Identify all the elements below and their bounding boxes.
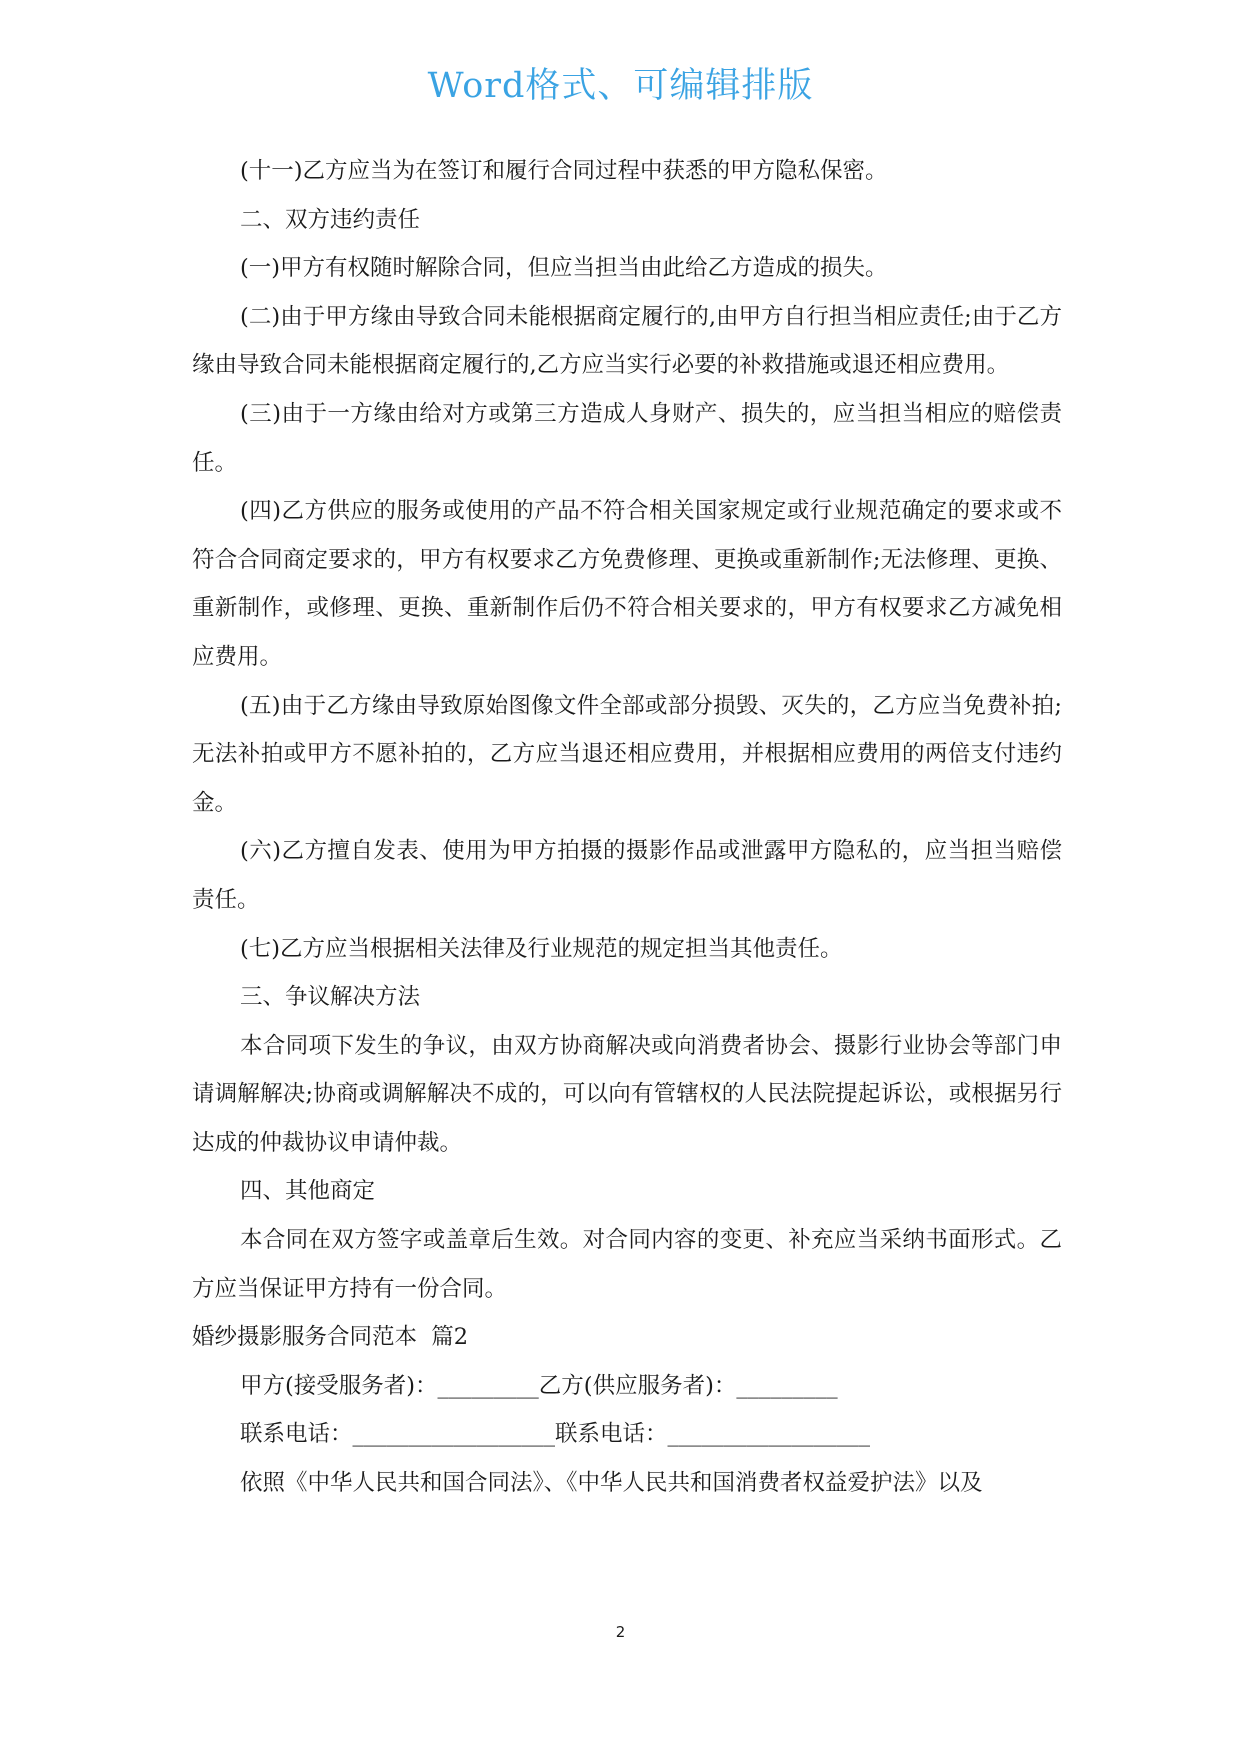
section-heading: 二、双方违约责任 xyxy=(240,206,421,233)
paragraph: (十一)乙方应当为在签订和履行合同过程中获悉的甲方隐私保密。 xyxy=(240,158,888,184)
paragraph: (六)乙方擅自发表、使用为甲方拍摄的摄影作品或泄露甲方隐私的，应当担当赔偿责任。 xyxy=(192,838,1062,913)
party-line: 甲方(接受服务者)：_________乙方(供应服务者)：_________ xyxy=(240,1372,838,1399)
paragraph: (一)甲方有权随时解除合同，但应当担当由此给乙方造成的损失。 xyxy=(240,255,888,282)
document-body xyxy=(192,147,1062,1508)
paragraph: 依照《中华人民共和国合同法》、《中华人民共和国消费者权益爱护法》以及 xyxy=(240,1470,983,1497)
paragraph: (五)由于乙方缘由导致原始图像文件全部或部分损毁、灭失的，乙方应当免费补拍;无法补拍或甲方不愿补拍的，乙方应当退还相应费用，并根据相应费用的两倍支付违约金。 xyxy=(192,692,1062,816)
section-heading: 三、争议解决方法 xyxy=(240,984,421,1011)
document-header-title: Word格式、可编辑排版 xyxy=(427,66,814,106)
section-heading: 四、其他商定 xyxy=(240,1178,376,1205)
page-number: 2 xyxy=(615,1623,626,1641)
paragraph: 本合同在双方签字或盖章后生效。对合同内容的变更、补充应当采纳书面形式。乙方应当保证甲方持有一份合同。 xyxy=(192,1227,1062,1302)
paragraph: (四)乙方供应的服务或使用的产品不符合相关国家规定或行业规范确定的要求或不符合合同商定要求的，甲方有权要求乙方免费修理、更换或重新制作;无法修理、更换、重新制作，或修理、更换、重新制作后仍不符合相关要求的，甲方有权要求乙方减免相应费用。 xyxy=(192,498,1062,670)
paragraph: (三)由于一方缘由给对方或第三方造成人身财产、损失的，应当担当相应的赔偿责任。 xyxy=(192,400,1062,476)
phone-line: 联系电话：__________________联系电话：__________________ xyxy=(240,1421,871,1448)
paragraph: (七)乙方应当根据相关法律及行业规范的规定担当其他责任。 xyxy=(240,935,843,962)
contract-title: 婚纱摄影服务合同范本 篇2 xyxy=(192,1324,469,1351)
paragraph: 本合同项下发生的争议，由双方协商解决或向消费者协会、摄影行业协会等部门申请调解解决;协商或调解解决不成的，可以向有管辖权的人民法院提起诉讼，或根据另行达成的仲裁协议申请仲裁。 xyxy=(192,1032,1062,1156)
paragraph: (二)由于甲方缘由导致合同未能根据商定履行的,由甲方自行担当相应责任;由于乙方缘由导致合同未能根据商定履行的,乙方应当实行必要的补救措施或退还相应费用。 xyxy=(192,303,1062,379)
